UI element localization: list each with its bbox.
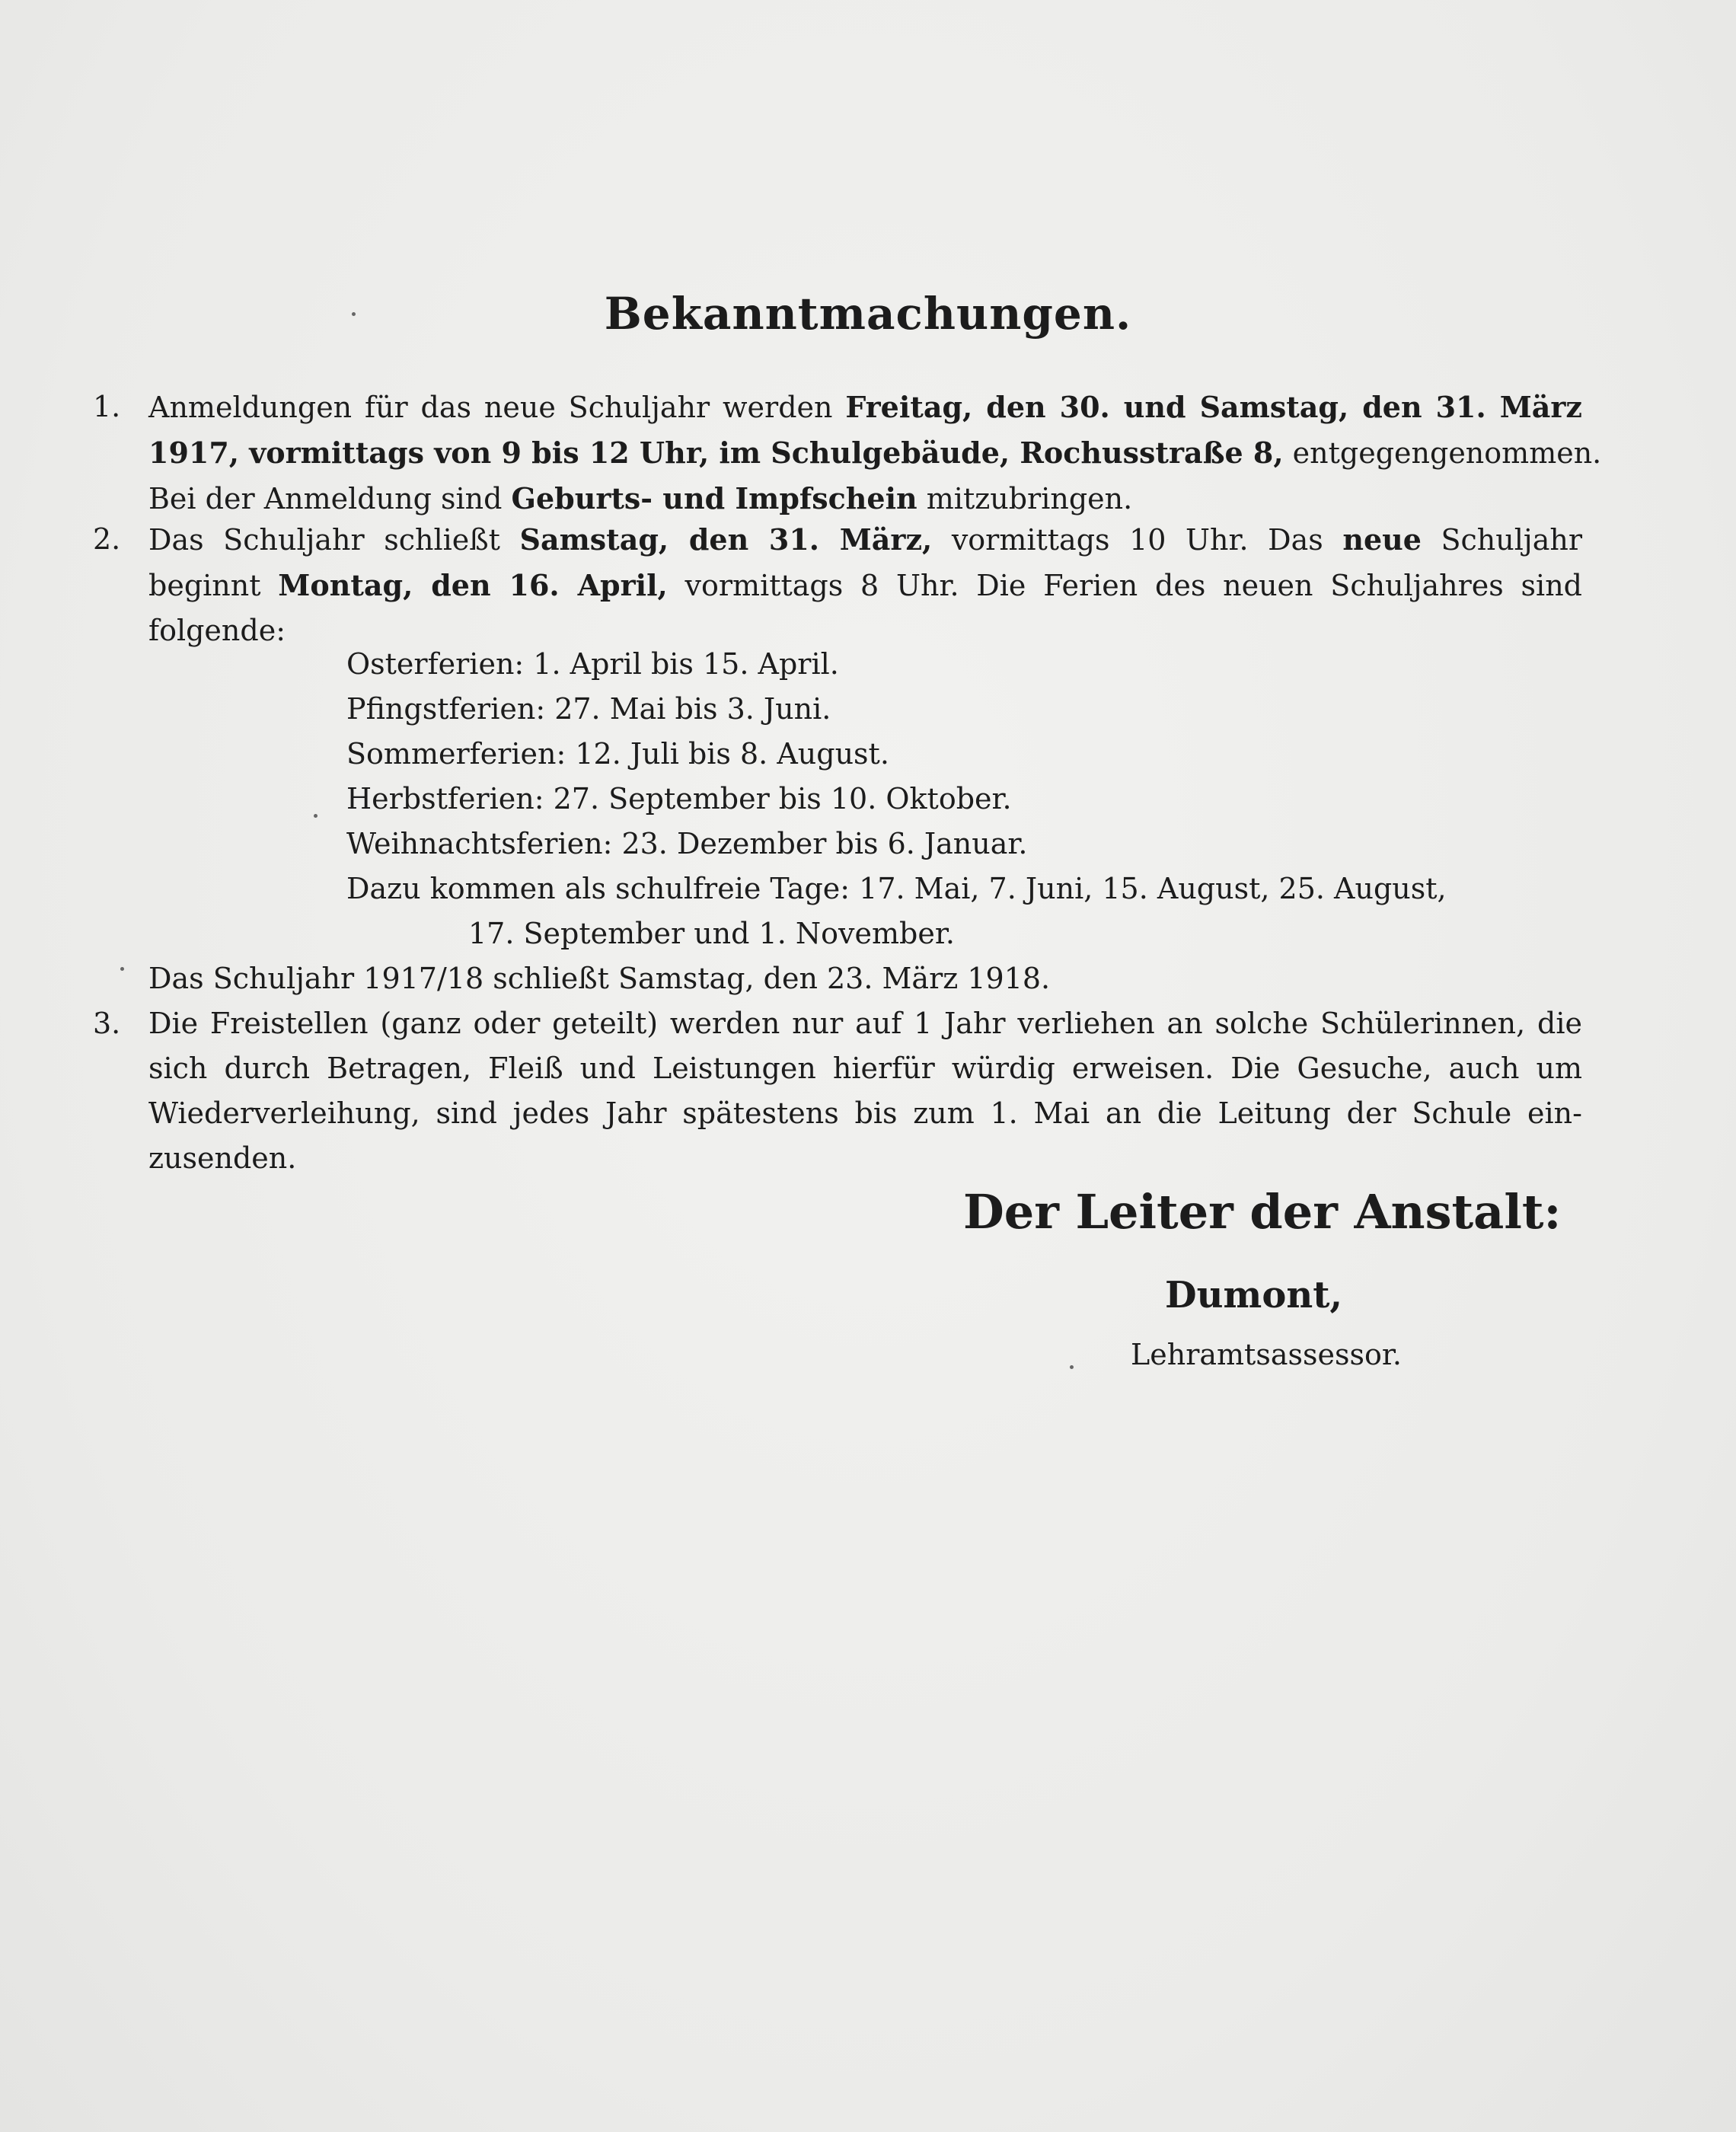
scan-speck	[352, 312, 356, 316]
item-3	[148, 1001, 1582, 1181]
holiday-pentecost: Pfingstferien: 27. Mai bis 3. Juni.	[346, 692, 831, 726]
item-1	[148, 385, 1602, 522]
holiday-easter: Osterferien: 1. April bis 15. April.	[346, 647, 839, 681]
item-1-line-2: 1917, vormittags von 9 bis 12 Uhr, im Schulgebäude, Rochusstraße 8, entgegengenommen.	[148, 436, 1602, 470]
item-2-line-2: beginnt Montag, den 16. April, vormittags 8 Uhr. Die Ferien des neuen Schuljahres sind	[148, 568, 1582, 602]
item-number-3: 3.	[93, 1007, 121, 1040]
holiday-extra-days: Dazu kommen als schulfreie Tage: 17. Mai, 7. Juni, 15. August, 25. August,	[346, 872, 1447, 905]
item-1-line-3: Bei der Anmeldung sind Geburts- und Impfschein mitzubringen.	[148, 481, 1133, 515]
scan-speck	[120, 967, 124, 971]
signature-role: Lehramtsassessor.	[1131, 1338, 1402, 1371]
item-number-1: 1.	[93, 390, 121, 423]
item-1-line-1: Anmeldungen für das neue Schuljahr werden Freitag, den 30. und Samstag, den 31. März	[148, 390, 1583, 424]
item-3-line-3: Wiederverleihung, sind jedes Jahr spätestens bis zum 1. Mai an die Leitung der Schule ein-	[148, 1096, 1582, 1130]
holiday-summer: Sommerferien: 12. Juli bis 8. August.	[346, 737, 889, 771]
item-2-line-3: folgende:	[148, 614, 286, 647]
holiday-autumn: Herbstferien: 27. September bis 10. Oktober.	[346, 782, 1012, 815]
item-3-line-4: zusenden.	[148, 1141, 297, 1175]
scan-speck	[1070, 1365, 1074, 1369]
holiday-extra-days-cont: 17. September und 1. November.	[468, 917, 955, 950]
holiday-christmas: Weihnachtsferien: 23. Dezember bis 6. Januar.	[346, 827, 1028, 860]
item-3-line-1: Die Freistellen (ganz oder geteilt) werden nur auf 1 Jahr verliehen an solche Schülerinnen, die	[148, 1007, 1582, 1040]
item-2	[148, 517, 1582, 653]
page-title: Bekanntmachungen.	[604, 288, 1132, 340]
signature-title: Der Leiter der Anstalt:	[963, 1184, 1562, 1240]
school-year-end-line: Das Schuljahr 1917/18 schließt Samstag, den 23. März 1918.	[148, 962, 1051, 995]
item-2-line-1: Das Schuljahr schließt Samstag, den 31. März, vormittags 10 Uhr. Das neue Schuljahr	[148, 522, 1582, 557]
scan-speck	[314, 814, 318, 818]
item-3-line-2: sich durch Betragen, Fleiß und Leistungen hierfür würdig erweisen. Die Gesuche, auch um	[148, 1052, 1582, 1085]
signature-name: Dumont,	[1165, 1274, 1343, 1317]
item-number-2: 2.	[93, 522, 121, 556]
